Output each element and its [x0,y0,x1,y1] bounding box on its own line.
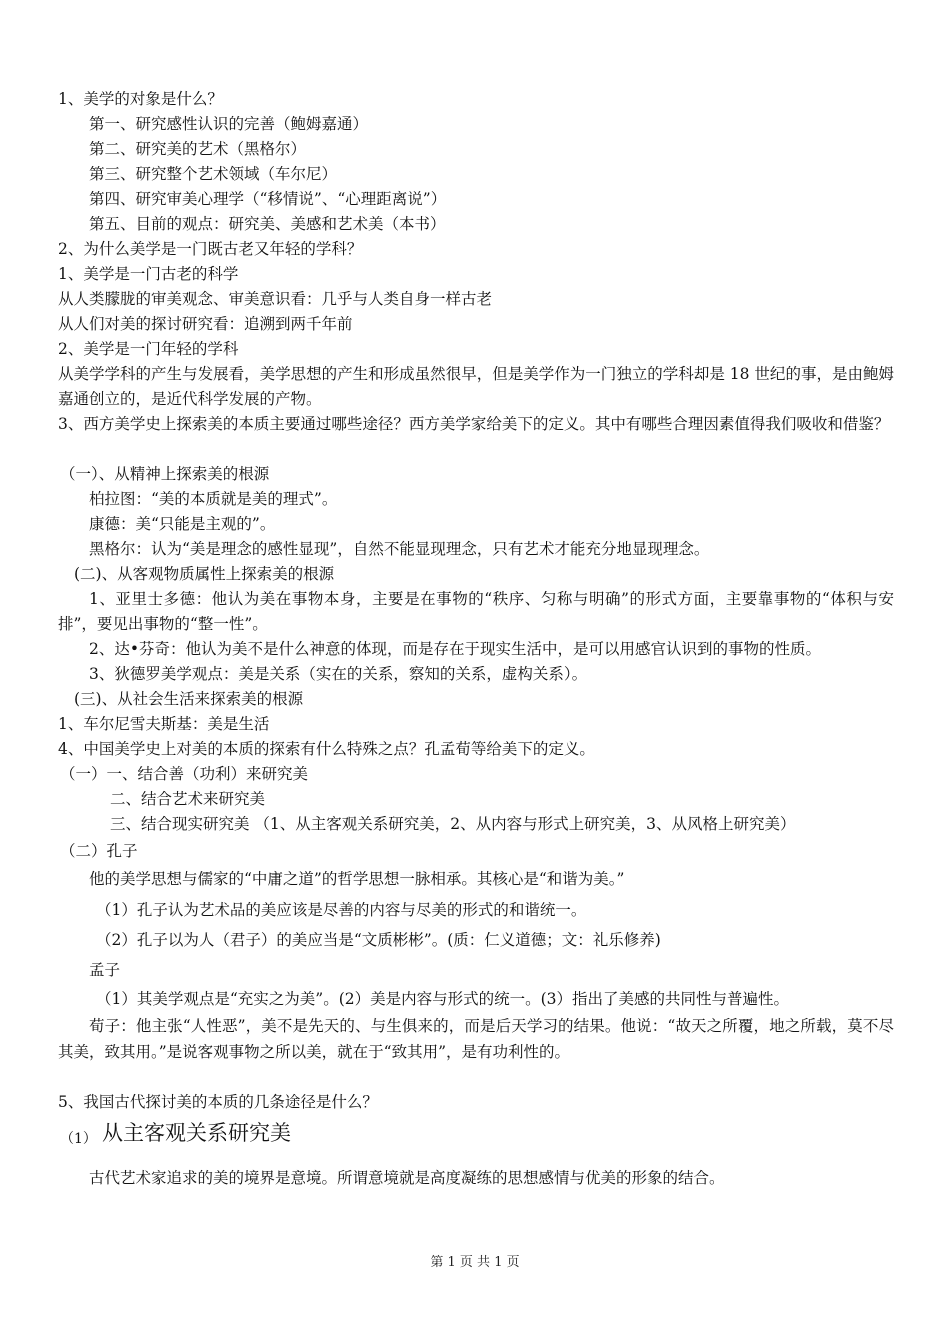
text-line: 1、车尔尼雪夫斯基：美是生活 [58,715,270,733]
question-4: 4、中国美学史上对美的本质的探索有什么特殊之点？孔孟荀等给美下的定义。 [58,740,595,758]
text-line: 从人们对美的探讨研究看：追溯到两千年前 [58,315,353,333]
text-line: 孟子 [89,961,121,979]
answer-line: 第一、研究感性认识的完善（鲍姆嘉通） [89,115,369,133]
question-5: 5、我国古代探讨美的本质的几条途径是什么？ [58,1093,378,1111]
paragraph: 1、亚里士多德：他认为美在事物本身，主要是在事物的“秩序、匀称与明确”的形式方面，主要靠事物的“体积与安排”，要见出事物的“整一性”。 [58,590,894,633]
answer-line: 第二、研究美的艺术（黑格尔） [89,140,307,158]
section-heading: （一）、从精神上探索美的根源 [60,465,270,483]
answer-line: 第四、研究审美心理学（“移情说”、“心理距离说”） [89,190,447,208]
subheading: 2、美学是一门年轻的学科 [58,340,239,358]
question-2: 2、为什么美学是一门既古老又年轻的学科？ [58,240,363,258]
text-line: 古代艺术家追求的美的境界是意境。所谓意境就是高度凝练的思想感情与优美的形象的结合。 [89,1169,725,1187]
subheading: 1、美学是一门古老的科学 [58,265,239,283]
text-line: 柏拉图：“美的本质就是美的理式”。 [89,490,338,508]
section-heading: (二)、从客观物质属性上探索美的根源 [74,565,335,583]
question-1: 1、美学的对象是什么？ [58,90,223,108]
text-line: 二、结合艺术来研究美 [110,790,266,808]
text-line: （2）孔子以为人（君子）的美应当是“文质彬彬”。(质：仁义道德；文：礼乐修养) [96,931,661,949]
text-line: 从人类朦胧的审美观念、审美意识看：几乎与人类自身一样古老 [58,290,493,308]
text-line: 康德：美“只能是主观的”。 [89,515,276,533]
paragraph: 荀子：他主张“人性恶”，美不是先天的、与生俱来的，而是后天学习的结果。他说：“故天之所覆，地之所载，莫不尽其美，致其用。”是说客观事物之所以美，就在于“致其用”，是有功利性的。 [58,1017,894,1061]
text-line: 三、结合现实研究美 （1、从主客观关系研究美，2、从内容与形式上研究美，3、从风格上研究美） [110,815,796,833]
answer-line: 第五、目前的观点：研究美、美感和艺术美（本书） [89,215,446,233]
item-number: （1） [60,1131,97,1147]
text-line: 2、达•芬奇：他认为美不是什么神意的体现，而是存在于现实生活中，是可以用感官认识到的事物的性质。 [89,640,822,658]
section-heading: （一）一、结合善（功利）来研究美 [60,765,309,783]
answer-line: 第三、研究整个艺术领域（车尔尼） [89,165,338,183]
page-footer: 第 1 页 共 1 页 [430,1255,520,1270]
question-3: 3、西方美学史上探索美的本质主要通过哪些途径？西方美学家给美下的定义。其中有哪些合理因素值得我们吸收和借鉴？ [58,415,890,433]
text-line: （1）孔子认为艺术品的美应该是尽善的内容与尽美的形式的和谐统一。 [96,901,587,919]
text-line: （1）其美学观点是“充实之为美”。(2）美是内容与形式的统一。(3）指出了美感的共同性与普遍性。 [96,990,790,1008]
section-heading: （二）孔子 [60,842,138,860]
text-line: 黑格尔：认为“美是理念的感性显现”，自然不能显现理念，只有艺术才能充分地显现理念。 [89,540,710,558]
text-line: 3、狄德罗美学观点：美是关系（实在的关系，察知的关系，虚构关系）。 [89,665,588,683]
text-line: 他的美学思想与儒家的“中庸之道”的哲学思想一脉相承。其核心是“和谐为美。” [89,870,625,888]
section-heading: (三)、从社会生活来探索美的根源 [74,690,304,708]
paragraph: 从美学学科的产生与发展看，美学思想的产生和形成虽然很早，但是美学作为一门独立的学科却是 18 世纪的事，是由鲍姆嘉通创立的，是近代科学发展的产物。 [58,365,894,408]
section-heading-large: 从主客观关系研究美 [102,1121,291,1145]
